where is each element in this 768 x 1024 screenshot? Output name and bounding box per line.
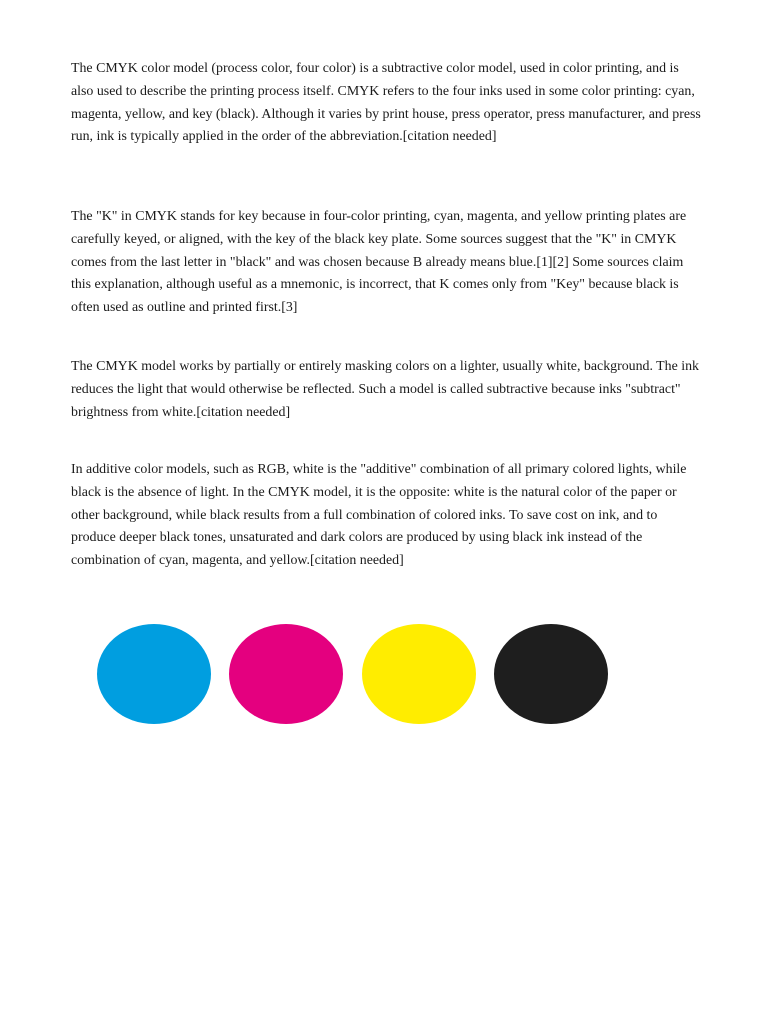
yellow-swatch xyxy=(362,624,476,724)
key-black-swatch xyxy=(494,624,608,724)
paragraph-masking: The CMYK model works by partially or entirely masking colors on a lighter, usually white, background. The ink reduces the light that would otherwise be reflected. Such a model is called subtractive because inks "subtract" brightness from white.[citation needed] xyxy=(71,359,700,420)
cyan-swatch xyxy=(97,624,211,724)
paragraph-additive-comparison: In additive color models, such as RGB, white is the "additive" combination of all primary colored lights, while black is the absence of light. In the CMYK model, it is the opposite: white is the natural color of the paper or other background, while black results from a full combination of colored inks. To save cost on ink, and to produce deeper black tones, unsaturated and dark colors are produced by using black ink instead of the combination of cyan, magenta, and yellow.[citation needed] xyxy=(71,462,687,569)
paragraph-key-meaning: The "K" in CMYK stands for key because in four-color printing, cyan, magenta, and yellow printing plates are carefully keyed, or aligned, with the key of the black key plate. Some sources suggest that the "K" in CMYK comes from the last letter in "black" and was chosen because B already means blue.[1][2] Some sources claim this explanation, although useful as a mnemonic, is incorrect, that K comes only from "Key" because black is often used as outline and printed first.[3] xyxy=(71,209,687,316)
paragraph-intro: The CMYK color model (process color, four color) is a subtractive color model, used in color printing, and is also used to describe the printing process itself. CMYK refers to the four inks used in some color printing: cyan, magenta, yellow, and key (black). Although it varies by print house, press operator, press manufacturer, and press run, ink is typically applied in the order of the abbreviation.[citation needed] xyxy=(71,61,701,145)
magenta-swatch xyxy=(229,624,343,724)
